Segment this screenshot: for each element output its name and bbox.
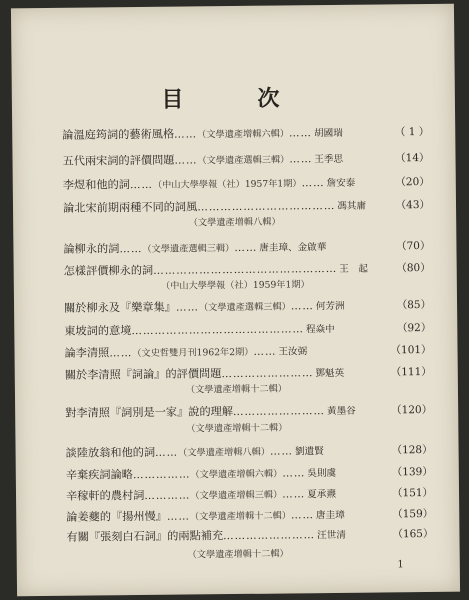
entry-author: 劉遺賢 [294,446,324,458]
source-note: （文學遺產增輯八輯） [188,216,281,229]
entry-title: 關於柳永及『樂章集』 [64,300,177,315]
entry-page: （85） [396,298,432,312]
entry-source: （文學遺產選輯三輯） [142,243,235,255]
toc-entry [62,150,429,170]
entry-author: 詹安泰 [326,177,356,190]
entry-source: （文學遺產增輯三輯） [190,489,283,502]
entry-source: （文學遺產選輯三輯） [197,154,290,167]
entry-author: 馮其庸 [337,200,367,212]
entry-title: 對李清照『詞別是一家』說的理解 [65,405,234,420]
entry-leader: …… [253,345,277,358]
toc-entry [66,442,433,462]
entry-leader: …………………… [221,367,314,381]
entry-author: 唐圭璋、金啟華 [259,242,327,254]
entry-leader: …… [129,178,153,192]
entry-title: 東坡詞的意境 [64,324,132,338]
entry-leader: …………………… [232,405,326,419]
entry-author: 胡國瑞 [313,127,343,140]
entry-leader: …… [234,241,258,255]
entry-page: （70） [396,239,431,253]
entry-leader: …… [290,509,315,522]
entry-title: 論北宋前期兩種不同的詞風 [62,200,198,215]
entry-title: 五代兩宋詞的評價問題 [62,153,175,168]
toc-entry [66,485,433,505]
book-page [11,4,460,597]
entry-author: 黃墨谷 [326,405,356,418]
entry-page: （151） [391,486,434,500]
entry-page: （139） [391,465,433,479]
entry-author: 程焱中 [305,323,335,336]
source-note: （中山大學學報（社）1959年1期） [160,279,310,292]
entry-author: 王季思 [314,153,344,166]
entry-author: 吳則虞 [307,467,337,480]
entry-leader: …… [282,467,306,480]
entry-title: 談陸放翁和他的詞 [65,445,156,460]
entry-leader: ………… [144,489,191,502]
entry-page: （128） [391,443,433,457]
source-note: （文學遺產增輯十二輯） [187,548,289,561]
entry-page: （111） [390,365,432,379]
entry-page: （159） [392,507,434,521]
entry-page: （ 1 ） [394,125,430,139]
entry-title: 關於李清照『詞論』的評價問題 [64,367,222,382]
entry-leader: …… [174,128,198,141]
entry-leader: …… [155,446,179,459]
entry-page: （43） [395,198,431,212]
entry-leader: …… [269,445,294,458]
toc-entry [64,297,431,317]
entry-page: （101） [390,343,432,357]
entry-title: 論柳永的詞 [63,242,120,256]
entry-source: （文學遺產選輯三輯） [198,301,291,314]
entry-title: 論溫庭筠詞的藝術風格 [62,127,175,142]
toc-entry [64,342,431,362]
toc-entry [66,464,433,484]
entry-page: （165） [392,527,434,541]
entry-leader: ……………………………… [197,199,336,214]
entry-leader: …… [175,301,200,314]
entry-leader: …………………… [223,529,316,543]
entry-leader: …… [288,127,313,140]
entry-author: 夏承燾 [307,488,337,501]
entry-leader: …… [166,510,191,523]
entry-title: 李煜和他的詞 [62,178,130,192]
entry-author: 鄧魁英 [315,367,345,380]
toc-entry [66,506,433,526]
page-title: 目 次 [161,85,306,113]
entry-source: （文學遺產增輯六輯） [197,128,290,141]
entry-leader: ………………………………………… [153,262,338,277]
entry-page: （120） [391,403,433,417]
page-number: 1 [397,559,404,571]
entry-author: 王汝弼 [278,346,308,358]
toc-entry [65,402,432,422]
entry-leader: …… [301,177,325,190]
entry-leader: …… [282,488,306,501]
entry-page: （80） [396,261,431,275]
entry-leader: …… [109,347,133,360]
entry-leader: ……………………………………… [131,323,305,338]
entry-title: 怎樣評價柳永的詞 [63,263,154,278]
toc-entry [64,320,431,340]
toc-entry [62,124,429,144]
entry-source: （文史哲雙月刊1962年2期） [132,346,254,360]
entry-page: （14） [395,151,430,165]
entry-page: （92） [396,321,432,335]
entry-title: 有關『張刻白石詞』的兩點補充 [66,529,224,544]
entry-source: （文學遺產增輯六輯） [190,468,283,481]
entry-author: 何芳洲 [315,300,345,313]
source-note: （文學遺產增輯十二輯） [185,383,288,396]
entry-page: （20） [395,175,430,189]
entry-title: 論李清照 [64,346,110,360]
entry-author: 王 起 [339,263,369,275]
source-note: （文學遺產增輯十二輯） [186,422,288,435]
entry-source: （文學遺產增輯十二輯） [189,510,292,523]
entry-leader: …………… [132,468,191,482]
entry-title: 辛稼軒的農村詞 [65,488,145,503]
toc-entry [66,526,433,546]
entry-leader: …… [290,300,314,313]
entry-author: 唐圭璋 [315,509,345,522]
entry-title: 論姜夔的『揚州慢』 [66,509,168,524]
entry-source: （文學遺產增輯八輯） [178,446,271,459]
entry-source: （中山大學學報（社）1957年1期） [152,178,302,191]
entry-title: 辛棄疾詞論略 [65,468,134,482]
entry-leader: …… [119,242,143,256]
toc-entry [63,174,430,194]
entry-leader: …… [174,154,198,167]
entry-leader: …… [289,153,313,166]
toc-entry [63,238,430,258]
entry-author: 汪世清 [317,529,346,542]
